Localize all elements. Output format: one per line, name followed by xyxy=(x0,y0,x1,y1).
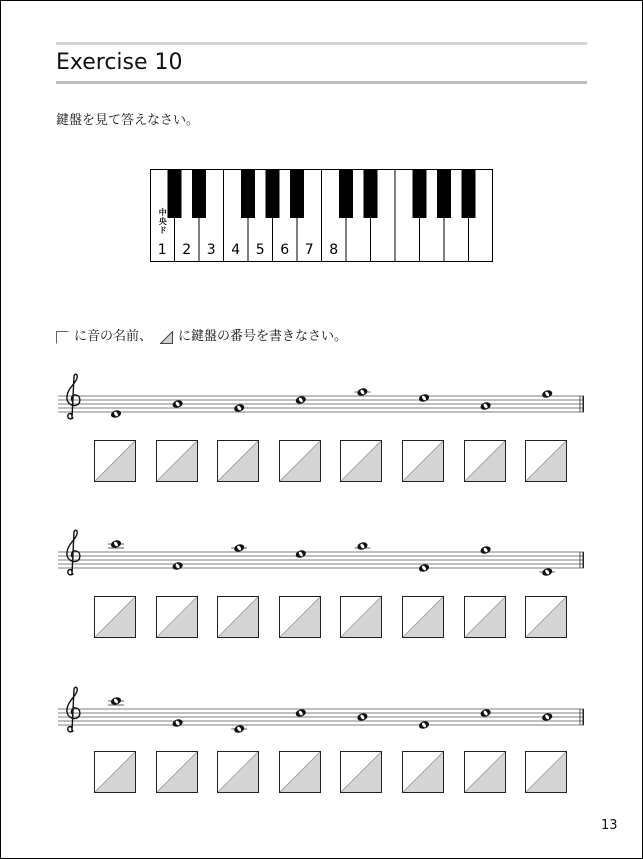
answer-box[interactable] xyxy=(156,751,198,793)
answer-box-diagonal xyxy=(95,441,135,481)
answer-box[interactable] xyxy=(525,596,567,638)
key-number: 1 xyxy=(157,242,167,258)
answer-box-diagonal xyxy=(218,752,258,792)
black-key xyxy=(290,169,304,218)
black-key xyxy=(462,169,476,218)
instruction-text: 鍵盤を見て答えなさい。 xyxy=(56,113,200,128)
whole-note xyxy=(418,720,430,730)
answer-box[interactable] xyxy=(217,440,259,482)
whole-note xyxy=(295,549,307,559)
answer-box[interactable] xyxy=(340,596,382,638)
answer-box-diagonal xyxy=(403,441,443,481)
answer-box[interactable] xyxy=(402,751,444,793)
middle-c-label: ド xyxy=(158,226,167,235)
black-key xyxy=(364,169,378,218)
answer-box[interactable] xyxy=(464,596,506,638)
answer-box-diagonal xyxy=(157,752,197,792)
whole-note xyxy=(233,724,245,734)
music-staff-2 xyxy=(58,528,588,580)
key-number-legend-icon xyxy=(160,331,173,344)
whole-note xyxy=(418,563,430,573)
answer-box[interactable] xyxy=(156,596,198,638)
key-number: 3 xyxy=(206,242,216,258)
answer-box-diagonal xyxy=(157,441,197,481)
answer-box[interactable] xyxy=(340,751,382,793)
black-key xyxy=(413,169,427,218)
answer-box[interactable] xyxy=(217,596,259,638)
answer-box[interactable] xyxy=(464,751,506,793)
whole-note xyxy=(110,409,122,419)
answer-box[interactable] xyxy=(94,596,136,638)
answer-box-diagonal xyxy=(341,752,381,792)
whole-note xyxy=(110,696,122,706)
middle-c-label: 央 xyxy=(158,217,167,226)
answer-box-diagonal xyxy=(403,752,443,792)
answer-box-diagonal xyxy=(280,441,320,481)
whole-note xyxy=(480,401,492,411)
answer-box-diagonal xyxy=(280,597,320,637)
answer-box-diagonal xyxy=(95,597,135,637)
whole-note xyxy=(480,708,492,718)
whole-note xyxy=(172,399,184,409)
answer-box[interactable] xyxy=(156,440,198,482)
answer-box-diagonal xyxy=(465,441,505,481)
key-number: 4 xyxy=(231,242,241,258)
whole-note xyxy=(295,708,307,718)
black-key xyxy=(192,169,206,218)
answer-box[interactable] xyxy=(279,596,321,638)
key-number: 6 xyxy=(280,242,290,258)
black-key xyxy=(266,169,280,218)
answer-box-diagonal xyxy=(526,752,566,792)
music-staff-1 xyxy=(58,372,588,424)
key-number: 8 xyxy=(329,242,339,258)
whole-note xyxy=(356,387,368,397)
answer-box[interactable] xyxy=(464,440,506,482)
answer-box-diagonal xyxy=(403,597,443,637)
answer-box[interactable] xyxy=(217,751,259,793)
whole-note xyxy=(110,539,122,549)
answer-box-diagonal xyxy=(95,752,135,792)
black-key xyxy=(437,169,451,218)
answer-row-3 xyxy=(94,751,574,795)
whole-note xyxy=(233,403,245,413)
answer-box-diagonal xyxy=(157,597,197,637)
answer-box-diagonal xyxy=(465,597,505,637)
title-rule-top xyxy=(56,42,587,45)
whole-note xyxy=(480,545,492,555)
answer-box-diagonal xyxy=(218,441,258,481)
key-number: 5 xyxy=(255,242,265,258)
whole-note xyxy=(233,543,245,553)
middle-c-label: 中 xyxy=(158,208,167,217)
answer-box[interactable] xyxy=(94,440,136,482)
instruction-part1: に音の名前、 xyxy=(74,329,153,344)
piano-keyboard xyxy=(150,169,493,262)
page-number: 13 xyxy=(601,818,618,833)
music-staff-3 xyxy=(58,685,588,737)
instruction-part2: に鍵盤の番号を書きなさい。 xyxy=(178,329,348,344)
answer-row-2 xyxy=(94,596,574,640)
answer-box[interactable] xyxy=(402,596,444,638)
whole-note xyxy=(356,712,368,722)
answer-box[interactable] xyxy=(525,440,567,482)
answer-box-diagonal xyxy=(218,597,258,637)
whole-note xyxy=(541,712,553,722)
page-title: Exercise 10 xyxy=(56,50,183,75)
answer-box[interactable] xyxy=(402,440,444,482)
answer-box[interactable] xyxy=(279,751,321,793)
answer-box[interactable] xyxy=(279,440,321,482)
key-number: 7 xyxy=(304,242,314,258)
instruction-answer xyxy=(56,328,347,346)
whole-note xyxy=(172,718,184,728)
black-key xyxy=(241,169,255,218)
answer-row-1 xyxy=(94,440,574,484)
note-name-legend-icon xyxy=(56,331,69,344)
answer-box-diagonal xyxy=(526,597,566,637)
whole-note xyxy=(356,541,368,551)
answer-box-diagonal xyxy=(341,441,381,481)
title-rule-bottom xyxy=(56,81,587,84)
whole-note xyxy=(541,567,553,577)
whole-note xyxy=(418,393,430,403)
answer-box-diagonal xyxy=(465,752,505,792)
answer-box[interactable] xyxy=(525,751,567,793)
answer-box-diagonal xyxy=(526,441,566,481)
answer-box-diagonal xyxy=(341,597,381,637)
whole-note xyxy=(172,561,184,571)
answer-box-diagonal xyxy=(280,752,320,792)
key-number: 2 xyxy=(182,242,192,258)
black-key xyxy=(339,169,353,218)
answer-box[interactable] xyxy=(340,440,382,482)
black-key xyxy=(168,169,182,218)
answer-box[interactable] xyxy=(94,751,136,793)
whole-note xyxy=(541,389,553,399)
whole-note xyxy=(295,395,307,405)
